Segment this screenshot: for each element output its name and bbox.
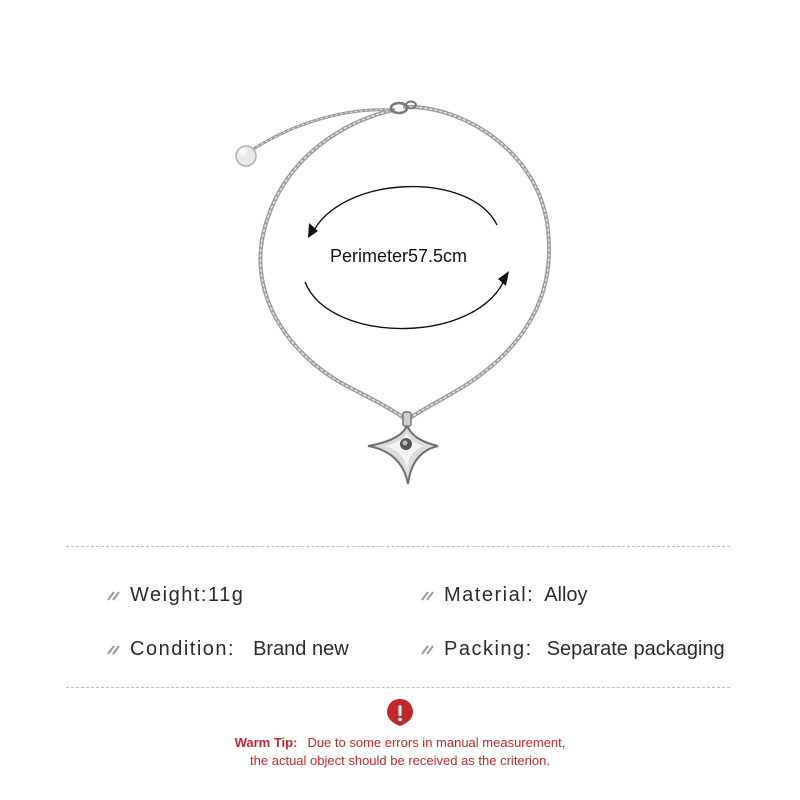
perimeter-label: Perimeter57.5cm	[330, 246, 468, 266]
spec-packing-label: Packing:	[444, 638, 533, 660]
warm-tip-label: Warm Tip:	[234, 735, 298, 750]
spec-packing-value: Separate packaging	[546, 638, 725, 660]
divider-bottom	[66, 687, 730, 688]
warm-tip-line1	[0, 735, 800, 750]
spec-material-value: Alloy	[544, 584, 588, 606]
double-slash-icon	[106, 644, 122, 656]
warm-tip-text-1: Due to some errors in manual measurement,	[307, 735, 566, 750]
arrow-head-right	[498, 271, 509, 286]
spec-condition	[106, 638, 349, 661]
spec-material-label: Material:	[444, 584, 535, 606]
warm-tip-text-2: the actual object should be received as the criterion.	[250, 753, 550, 768]
warm-tip-line2	[0, 753, 800, 768]
star-pendant	[368, 412, 438, 484]
spec-weight-value: 11g	[207, 584, 245, 606]
spec-condition-value: Brand new	[253, 638, 349, 660]
double-slash-icon	[420, 590, 436, 602]
round-tag	[236, 146, 256, 166]
double-slash-icon	[420, 644, 436, 656]
double-slash-icon	[106, 590, 122, 602]
spec-weight	[106, 584, 244, 607]
exclamation-shield-icon	[385, 697, 415, 727]
spec-weight-label: Weight:	[130, 584, 208, 606]
spec-material	[420, 584, 588, 607]
spec-condition-label: Condition:	[130, 638, 236, 660]
divider-top	[66, 546, 730, 547]
spec-packing	[420, 638, 725, 661]
